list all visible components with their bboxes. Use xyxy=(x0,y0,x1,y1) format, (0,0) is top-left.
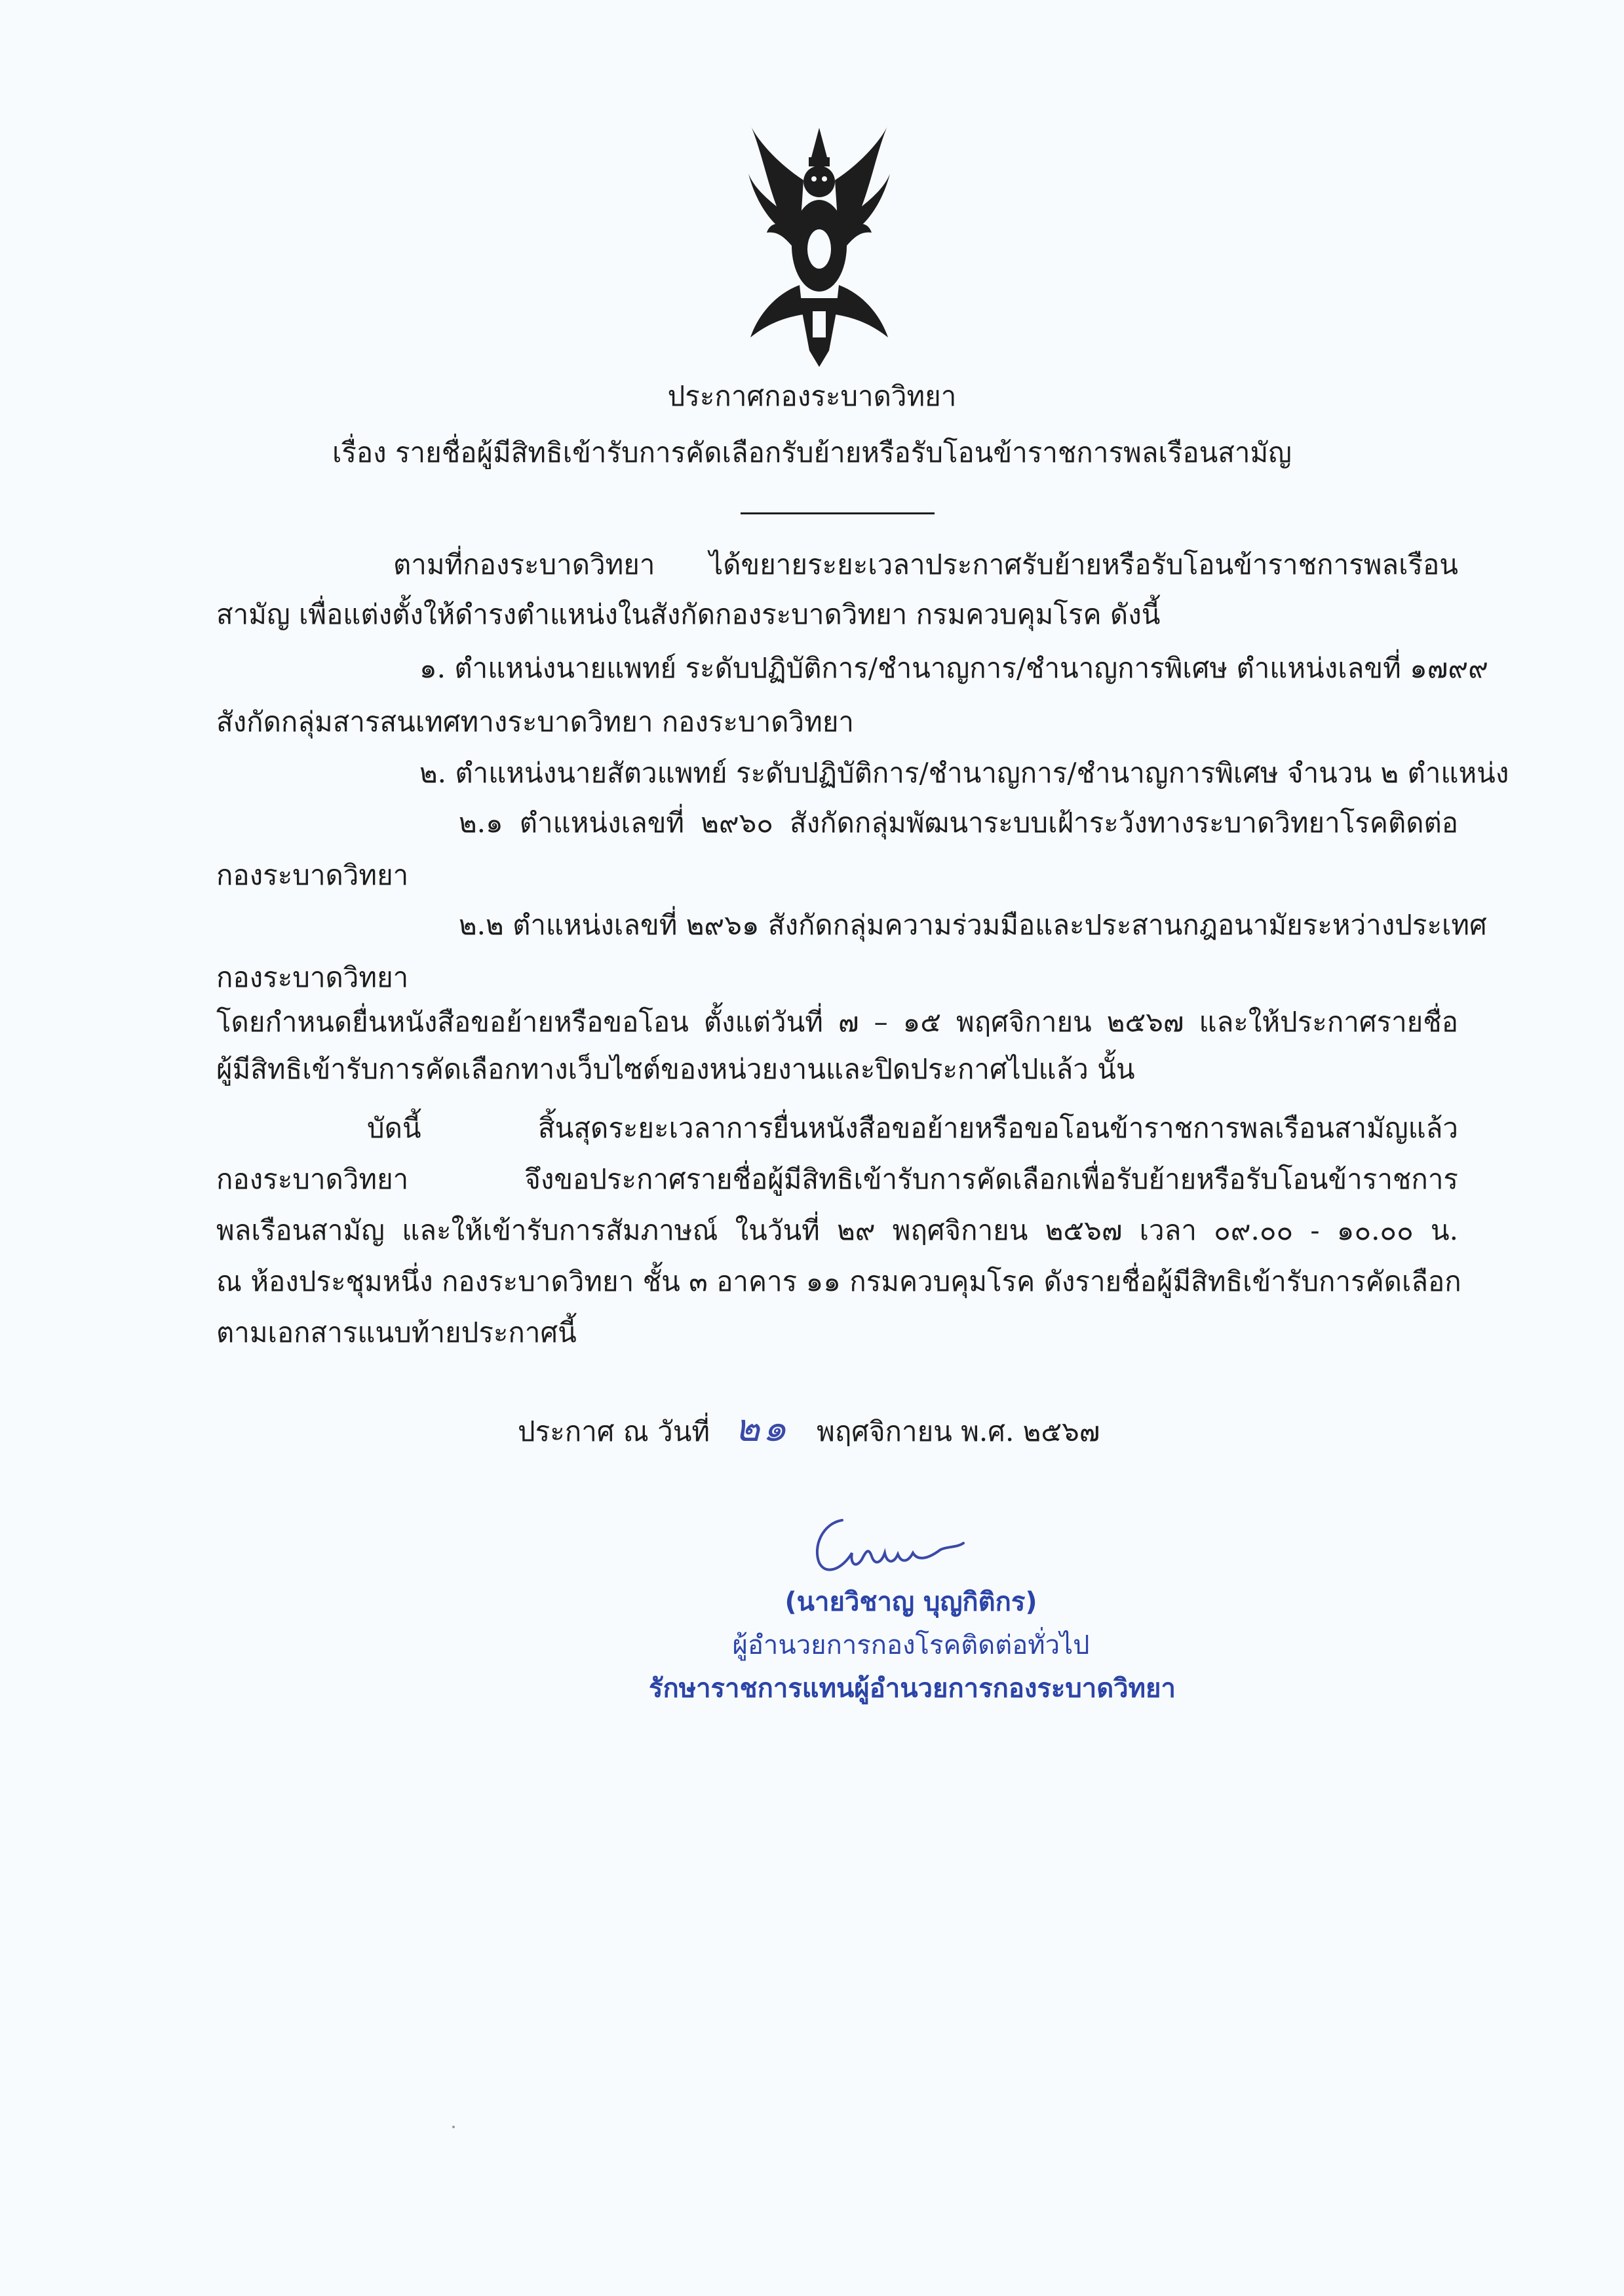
item-2-2-line-1: ๒.๒ ตำแหน่งเลขที่ ๒๙๖๑ สังกัดกลุ่มความร่วมมือและประสานกฎอนามัยระหว่างประเทศ xyxy=(459,909,1487,941)
announce-day-handwritten: ๒๑ xyxy=(735,1406,790,1450)
paragraph-2-line-1: โดยกำหนดยื่นหนังสือขอย้ายหรือขอโอน ตั้งแต่วันที่ ๗ – ๑๕ พฤศจิกายน ๒๕๖๗ และให้ประกาศรายชื่อ xyxy=(216,1006,1458,1038)
item-1-line-2: สังกัดกลุ่มสารสนเทศทางระบาดวิทยา กองระบาดวิทยา xyxy=(216,706,855,738)
title-divider xyxy=(741,512,935,514)
item-2-1-line-1: ๒.๑ ตำแหน่งเลขที่ ๒๙๖๐ สังกัดกลุ่มพัฒนาระบบเฝ้าระวังทางระบาดวิทยาโรคติดต่อ xyxy=(459,807,1458,839)
paragraph-3-line-4: ณ ห้องประชุมหนึ่ง กองระบาดวิทยา ชั้น ๓ อาคาร ๑๑ กรมควบคุมโรค ดังรายชื่อผู้มีสิทธิเข้ารับการคัดเลือก xyxy=(216,1265,1461,1297)
paragraph-1-line-2: สามัญ เพื่อแต่งตั้งให้ดำรงตำแหน่งในสังกัดกองระบาดวิทยา กรมควบคุมโรค ดังนี้ xyxy=(216,598,1161,630)
announcement-subject: เรื่อง รายชื่อผู้มีสิทธิเข้ารับการคัดเลือกรับย้ายหรือรับโอนข้าราชการพลเรือนสามัญ xyxy=(332,436,1292,469)
scan-speck xyxy=(452,2126,455,2128)
announce-date-prefix: ประกาศ ณ วันที่ xyxy=(518,1415,710,1447)
item-2-line-1: ๒. ตำแหน่งนายสัตวแพทย์ ระดับปฏิบัติการ/ชำนาญการ/ชำนาญการพิเศษ จำนวน ๒ ตำแหน่ง xyxy=(419,757,1509,789)
signatory-acting-position: รักษาราชการแทนผู้อำนวยการกองระบาดวิทยา xyxy=(649,1674,1176,1704)
paragraph-3-line-3: พลเรือนสามัญ และให้เข้ารับการสัมภาษณ์ ในวันที่ ๒๙ พฤศจิกายน ๒๕๖๗ เวลา ๐๙.๐๐ - ๑๐.๐๐ น. xyxy=(216,1214,1458,1246)
item-1-line-1: ๑. ตำแหน่งนายแพทย์ ระดับปฏิบัติการ/ชำนาญการ/ชำนาญการพิเศษ ตำแหน่งเลขที่ ๑๗๙๙ xyxy=(419,652,1488,684)
announce-date-suffix: พฤศจิกายน พ.ศ. ๒๕๖๗ xyxy=(817,1415,1100,1447)
signatory-name: (นายวิชาญ บุญกิติกร) xyxy=(784,1587,1037,1617)
paragraph-3-line-2: กองระบาดวิทยา จึงขอประกาศรายชื่อผู้มีสิทธิเข้ารับการคัดเลือกเพื่อรับย้ายหรือรับโอนข้าราชการ xyxy=(216,1163,1458,1195)
garuda-emblem-icon xyxy=(747,121,891,370)
item-2-1-line-2: กองระบาดวิทยา xyxy=(216,859,409,891)
item-2-2-line-2: กองระบาดวิทยา xyxy=(216,961,409,993)
paragraph-3-line-1: บัดนี้ สิ้นสุดระยะเวลาการยื่นหนังสือขอย้ายหรือขอโอนข้าราชการพลเรือนสามัญแล้ว xyxy=(367,1112,1458,1144)
signatory-position: ผู้อำนวยการกองโรคติดต่อทั่วไป xyxy=(732,1630,1090,1660)
paragraph-2-line-2: ผู้มีสิทธิเข้ารับการคัดเลือกทางเว็บไซต์ของหน่วยงานและปิดประกาศไปแล้ว นั้น xyxy=(216,1053,1135,1085)
announcement-title: ประกาศกองระบาดวิทยา xyxy=(667,380,957,412)
paragraph-1-line-1: ตามที่กองระบาดวิทยา ได้ขยายระยะเวลาประกาศรับย้ายหรือรับโอนข้าราชการพลเรือน xyxy=(393,548,1458,581)
signature-scribble-icon xyxy=(803,1507,973,1586)
paragraph-3-line-5: ตามเอกสารแนบท้ายประกาศนี้ xyxy=(216,1316,577,1349)
announce-date xyxy=(518,1397,1100,1458)
